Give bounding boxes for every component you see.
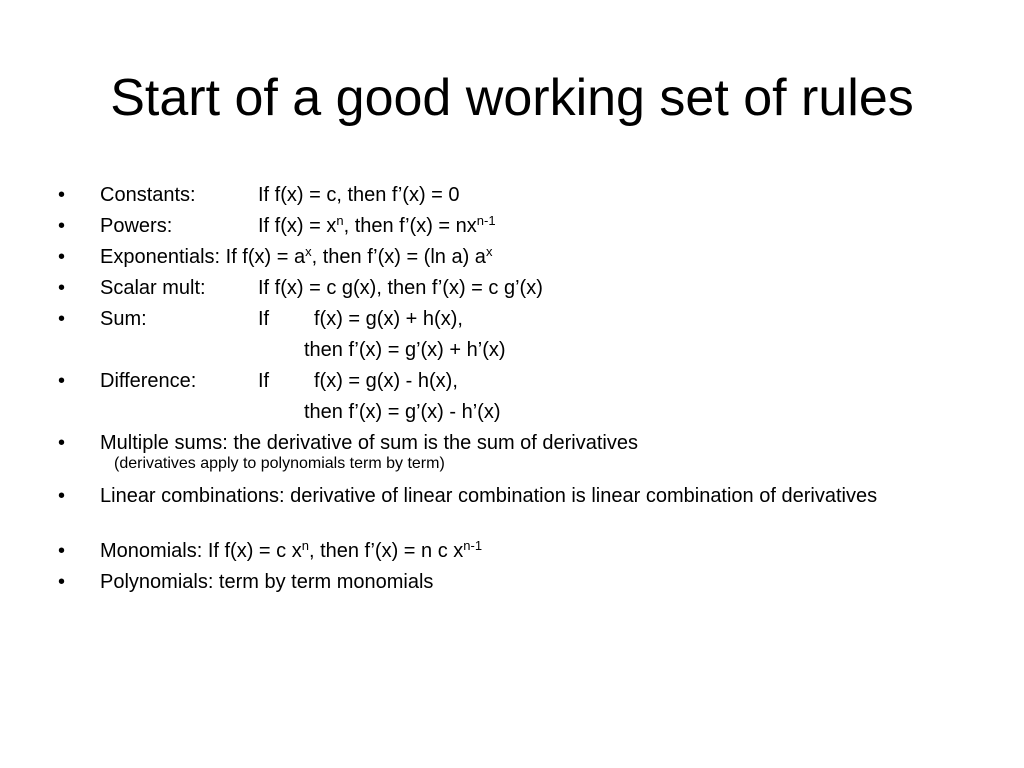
slide-title: Start of a good working set of rules (110, 69, 914, 127)
rule-text-mid: , then f’(x) = n c x (308, 540, 464, 562)
rule-text-pre: Exponentials: If f(x) = a (100, 246, 306, 268)
rule-text: If f(x) = c, then f’(x) = 0 (258, 184, 460, 206)
rule-label: Sum: (100, 308, 147, 330)
rule-note: (derivatives apply to polynomials term by term) (114, 455, 445, 472)
rule-linear-combinations (58, 481, 958, 536)
rule-scalar-mult (58, 273, 958, 304)
bullet-icon: • (58, 308, 66, 330)
rule-then: then f’(x) = g’(x) + h’(x) (304, 339, 506, 361)
rule-text-mid: , then f’(x) = (ln a) a (311, 246, 486, 268)
rule-if: If (258, 370, 270, 392)
superscript: n-1 (463, 538, 483, 553)
rule-powers (58, 211, 958, 242)
bullet-icon: • (58, 184, 66, 206)
rule-label: Powers: (100, 215, 173, 237)
superscript: x (485, 244, 493, 259)
bullet-icon: • (58, 540, 66, 562)
rule-difference (58, 366, 958, 397)
rule-polynomials (58, 567, 958, 598)
rule-exponentials (58, 242, 958, 273)
rule-condition: f(x) = g(x) - h(x), (314, 370, 458, 392)
bullet-icon: • (58, 370, 66, 392)
rule-then: then f’(x) = g’(x) - h’(x) (304, 401, 501, 423)
rule-multiple-sums-note (58, 455, 958, 481)
rule-text: Multiple sums: the derivative of sum is the sum of derivatives (100, 432, 638, 454)
superscript: n (336, 213, 344, 228)
rule-if: If (258, 308, 270, 330)
rule-label: Difference: (100, 370, 197, 392)
rule-text: Linear combinations: derivative of linear combination is linear combination of derivatives (100, 485, 878, 507)
rule-condition: f(x) = g(x) + h(x), (314, 308, 463, 330)
rule-label: Constants: (100, 184, 196, 206)
rule-sum-then (58, 335, 958, 366)
superscript: n-1 (476, 213, 496, 228)
rule-text-pre: If f(x) = x (258, 215, 337, 237)
rule-monomials (58, 536, 958, 567)
rule-sum (58, 304, 958, 335)
bullet-icon: • (58, 215, 66, 237)
rule-text-mid: , then f’(x) = nx (343, 215, 477, 237)
bullet-icon: • (58, 571, 66, 593)
superscript: x (305, 244, 312, 259)
superscript: n (301, 538, 309, 553)
rule-difference-then (58, 397, 958, 428)
bullet-icon: • (58, 432, 66, 454)
rule-text: If f(x) = c g(x), then f’(x) = c g’(x) (258, 277, 543, 299)
rule-label: Scalar mult: (100, 277, 206, 299)
bullet-icon: • (58, 277, 66, 299)
bullet-icon: • (58, 246, 66, 268)
rule-text: Polynomials: term by term monomials (100, 571, 434, 593)
rule-text-pre: Monomials: If f(x) = c x (100, 540, 302, 562)
bullet-icon: • (58, 485, 66, 507)
rules-list (58, 180, 958, 598)
rule-constants (58, 180, 958, 211)
